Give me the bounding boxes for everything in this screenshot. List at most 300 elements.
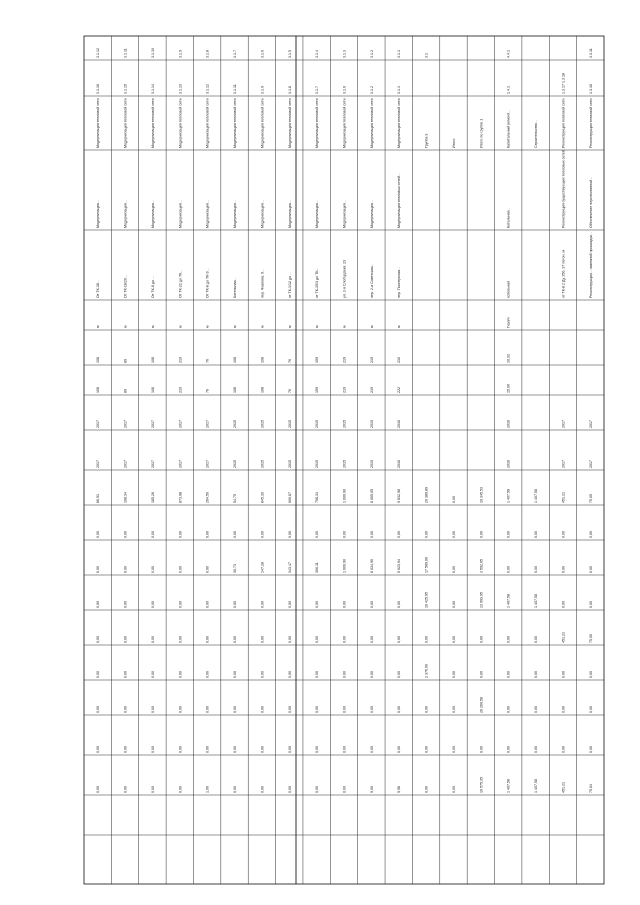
row-value: 0,00	[424, 746, 429, 753]
row-unit: м	[205, 325, 210, 328]
row-diameter: 15,00	[506, 383, 511, 393]
row-value: 0,00	[287, 746, 292, 753]
row-location: Котельная...	[233, 277, 238, 298]
row-value: 0,00	[451, 601, 456, 608]
row-value: 451,21	[561, 492, 566, 503]
row-value: 0,00	[96, 671, 101, 678]
row-value: 0,00	[424, 531, 429, 538]
row-name: Модернизация тепловой сети	[315, 98, 320, 148]
row-value: 0,00	[233, 786, 238, 793]
row-value: 26 260,58	[479, 697, 484, 713]
row-purpose: Модернизация...	[123, 200, 128, 228]
row-length: 76	[287, 359, 292, 363]
row-location: От ТК-8 до ТК-9...	[205, 268, 210, 298]
row-value: 108,34	[123, 492, 128, 503]
row-location: котельная	[506, 281, 511, 298]
row-value: 0,00	[315, 636, 320, 643]
row-diameter: 159	[315, 387, 320, 393]
row-value: 0,00	[150, 671, 155, 678]
row-diameter: 89	[123, 389, 128, 393]
row-value: 0,00	[397, 671, 402, 678]
row-value: 0,00	[205, 671, 210, 678]
row-value: 0,00	[315, 786, 320, 793]
row-value: 0,00	[96, 706, 101, 713]
row-value: 0,00	[178, 601, 183, 608]
row-number: 1.4.1.	[506, 84, 511, 94]
row-location: от ТК-15/3 до ТК...	[315, 267, 320, 298]
row-number: 3.1.1	[397, 86, 402, 94]
row-year-start: 2017	[96, 420, 101, 428]
row-year-start: 2017	[150, 420, 155, 428]
row-value: 0,00	[260, 786, 265, 793]
row-diameter: 219	[178, 387, 183, 393]
row-value: 0,00	[588, 746, 593, 753]
row-value: 0,00	[561, 601, 566, 608]
row-value: 0,00	[260, 671, 265, 678]
row-value: 1 407,58	[506, 779, 511, 793]
row-year-end: 2017	[96, 460, 101, 468]
row-year-end: 2017	[588, 460, 593, 468]
row-value: 0,00	[588, 671, 593, 678]
row-number: 3.1.8	[287, 86, 292, 94]
row-value: 75,05	[588, 634, 593, 643]
row-value: 75,05	[588, 494, 593, 503]
row-location: от ТК-8.2 Ду 250, 37 погон. м	[561, 250, 566, 298]
row-value: 2 376,00	[424, 664, 429, 678]
row-length: 210	[397, 357, 402, 363]
row-length: 108	[233, 357, 238, 363]
row-location: От ТК-18/20...	[123, 275, 128, 298]
row-value: 0,00	[369, 636, 374, 643]
row-value: 0,00	[315, 746, 320, 753]
row-length: 108	[260, 357, 265, 363]
row-name: Итого	[451, 138, 456, 148]
row-year-end: 2015	[369, 460, 374, 468]
row-length: 108	[96, 357, 101, 363]
row-value: 0,00	[233, 706, 238, 713]
row-value: 0,00	[369, 601, 374, 608]
row-unit: м	[397, 325, 402, 328]
row-value: 1 407,58	[534, 779, 539, 793]
row-length: 89	[123, 359, 128, 363]
row-value: 0,00	[205, 566, 210, 573]
row-value: 306,11	[315, 562, 320, 573]
row-value: 0,00	[178, 671, 183, 678]
row-value: 0,00	[369, 531, 374, 538]
row-purpose: Модернизация...	[150, 200, 155, 228]
row-purpose: Модернизация...	[205, 200, 210, 228]
row-value: 1 606,90	[342, 559, 347, 573]
row-number: 3.1.16	[96, 84, 101, 94]
row-year-end: 2015	[315, 460, 320, 468]
row-value: 0,00	[260, 601, 265, 608]
row-code: 3.1	[424, 53, 429, 58]
row-value: 0,00	[123, 786, 128, 793]
row-length: 219	[342, 357, 347, 363]
row-value: 0,00	[150, 636, 155, 643]
row-location: Реконструкция... наземной прокладки...	[588, 232, 593, 298]
row-value: 0,00	[561, 706, 566, 713]
row-value: 0,00	[506, 531, 511, 538]
row-year-end: 2017	[205, 460, 210, 468]
row-value: 0,00	[287, 531, 292, 538]
row-value: 0,00	[534, 746, 539, 753]
row-year-start: 2016	[506, 419, 511, 428]
row-number: 3.1.15	[123, 83, 128, 94]
row-value: 0,00	[506, 746, 511, 753]
row-value: 0,00	[123, 636, 128, 643]
row-name: Реконструкция тепловой сети	[588, 98, 593, 148]
row-value: 9,00	[369, 786, 374, 793]
row-value: 8 005,05	[369, 489, 374, 503]
row-name: Реконструкция тепловой сети	[561, 98, 566, 148]
row-unit: м	[178, 325, 183, 328]
row-value: 0,00	[397, 706, 402, 713]
row-value: 0,00	[342, 706, 347, 713]
row-value: 0,00	[96, 566, 101, 573]
row-year-start: 2017	[588, 420, 593, 428]
row-value: 0,00	[451, 746, 456, 753]
row-code: 4.4.1	[506, 49, 511, 58]
row-unit: м	[123, 325, 128, 328]
row-value: 0,00	[424, 706, 429, 713]
row-value: 0,00	[342, 746, 347, 753]
row-value: 0,00	[205, 706, 210, 713]
row-value: 1 606,90	[342, 489, 347, 503]
row-value: 0,00	[506, 706, 511, 713]
row-value: 0,00	[233, 601, 238, 608]
row-value: 0,00	[205, 601, 210, 608]
row-value: 0,00	[588, 531, 593, 538]
row-purpose: Модернизация...	[287, 200, 292, 228]
row-value: 0,00	[315, 706, 320, 713]
row-year-start: 2015	[315, 420, 320, 428]
row-value: 30,73	[233, 564, 238, 573]
row-value: 0,00	[96, 746, 101, 753]
row-value: 0,00	[397, 636, 402, 643]
row-purpose: Модернизация...	[342, 200, 347, 228]
row-unit: м	[287, 325, 292, 328]
row-year-end: 2015	[260, 460, 265, 468]
row-location: пер. Чкалова, 9...	[260, 269, 265, 298]
row-value: 0,00	[397, 746, 402, 753]
row-value: 0,00	[397, 601, 402, 608]
row-value: 0,00	[534, 531, 539, 538]
row-year-end: 2015	[287, 460, 292, 468]
row-value: 10 425,95	[424, 592, 429, 608]
row-value: 0,00	[342, 601, 347, 608]
row-length: 219	[178, 357, 183, 363]
row-year-end: 2017	[123, 460, 128, 468]
row-value: 0,00	[342, 671, 347, 678]
row-value: 19 575,35	[479, 777, 484, 793]
row-value: 0,00	[506, 636, 511, 643]
row-value: 0,00	[178, 786, 183, 793]
row-value: 0,00	[96, 601, 101, 608]
row-value: 0,00	[233, 746, 238, 753]
row-value: 0,00	[287, 601, 292, 608]
row-purpose: Модернизация...	[178, 200, 183, 228]
row-value: 1 407,58	[534, 489, 539, 503]
row-unit: м	[150, 325, 155, 328]
row-value: 0,00	[534, 636, 539, 643]
row-diameter: 219	[369, 387, 374, 393]
row-value: 9 832,98	[397, 489, 402, 503]
row-value: 0,00	[205, 746, 210, 753]
row-diameter: 76	[205, 389, 210, 393]
row-value: 0,00	[588, 601, 593, 608]
row-length: 219	[369, 357, 374, 363]
row-value: 0,00	[260, 636, 265, 643]
row-value: 0,00	[260, 531, 265, 538]
row-code: 3.1.8	[205, 50, 210, 58]
row-value: 0,00	[479, 671, 484, 678]
row-value: 0,00	[123, 706, 128, 713]
row-value: 0,00	[424, 786, 429, 793]
row-value: 0,00	[479, 636, 484, 643]
row-code: 3.1.3	[342, 50, 347, 58]
row-value: 86,91	[96, 494, 101, 503]
row-value: 0,00	[150, 531, 155, 538]
row-value: 0,00	[315, 531, 320, 538]
row-value: 0,00	[178, 531, 183, 538]
row-value: 0,00	[123, 746, 128, 753]
row-value: 264,50	[205, 492, 210, 503]
row-length: 159	[315, 357, 320, 363]
row-value: 0,00	[369, 706, 374, 713]
row-value: 0,00	[424, 636, 429, 643]
row-value: 0,00	[96, 786, 101, 793]
row-purpose: Реконструкция существующих тепловых сетей...	[561, 147, 566, 228]
row-year-end: 2017	[561, 460, 566, 468]
row-unit: м	[342, 325, 347, 328]
row-purpose: Модернизация...	[260, 200, 265, 228]
row-value: 0,00	[451, 566, 456, 573]
row-value: 20 389,89	[424, 487, 429, 503]
row-value: 0,00	[260, 706, 265, 713]
row-value: 0,00	[397, 531, 402, 538]
row-unit: м	[315, 325, 320, 328]
row-location: От ТК-38...	[96, 280, 101, 298]
row-value: 0,00	[506, 671, 511, 678]
row-value: 13 993,95	[479, 592, 484, 608]
row-year-end: 2017	[150, 460, 155, 468]
row-value: 0,00	[96, 531, 101, 538]
row-value: 1 407,58	[506, 488, 511, 503]
row-value: 343,47	[287, 562, 292, 573]
row-value: 75,64	[588, 784, 593, 793]
row-number: 3.1.14	[150, 84, 155, 94]
row-code: 3.1.1	[397, 50, 402, 58]
row-value: 19 345,53	[479, 487, 484, 503]
row-unit: м	[96, 325, 101, 328]
row-location: пер. Пионерская...	[397, 267, 402, 298]
row-diameter: 219	[342, 387, 347, 393]
row-diameter: 108	[260, 387, 265, 393]
row-value: 0,00	[588, 706, 593, 713]
row-code: 3.1.10	[150, 48, 155, 58]
row-value: 54,75	[233, 494, 238, 503]
row-code: 3.1.11	[123, 48, 128, 58]
row-location: От ТК-8 до ...	[150, 275, 155, 298]
row-length: 108	[150, 357, 155, 363]
row-value: 0,00	[205, 636, 210, 643]
row-value: 0,00	[123, 566, 128, 573]
row-name: Модернизация тепловой сети	[233, 98, 238, 148]
row-value: 185,26	[150, 492, 155, 503]
row-value: 0,00	[205, 531, 210, 538]
row-value: 873,98	[178, 492, 183, 503]
row-value: 0,00	[451, 636, 456, 643]
row-value: 845,30	[260, 492, 265, 503]
row-code: 3.1.5	[287, 50, 292, 58]
row-unit: м	[369, 325, 374, 328]
row-diameter: 222	[397, 387, 402, 393]
row-value: 0,00	[369, 746, 374, 753]
row-value: 0,00	[451, 531, 456, 538]
row-length: 76	[205, 359, 210, 363]
row-name: Модернизация тепловой сети	[369, 98, 374, 148]
row-year-end: 2016	[397, 460, 402, 468]
row-value: 0,00	[123, 531, 128, 538]
row-year-start: 2015	[260, 420, 265, 428]
row-number: 3.1.2	[369, 86, 374, 94]
row-unit: м	[233, 325, 238, 328]
row-value: 0,00	[561, 746, 566, 753]
row-value: 0,00	[561, 531, 566, 538]
row-diameter: 108	[96, 387, 101, 393]
row-value: 0,00	[342, 786, 347, 793]
row-value: 147,28	[260, 562, 265, 573]
row-value: 0,00	[287, 706, 292, 713]
row-unit: Гкал/ч	[506, 317, 511, 328]
row-location: ул. 2-я Слободская, 23	[342, 259, 347, 298]
row-value: 0,00	[150, 706, 155, 713]
row-code: 3.1.9	[178, 50, 183, 58]
row-number: 3.1.6	[342, 86, 347, 94]
row-code: 3.1.7	[233, 50, 238, 58]
row-value: 0,00	[150, 746, 155, 753]
row-value: 0,00	[123, 601, 128, 608]
row-length: 10,32	[506, 353, 511, 363]
row-code: 3.1.12	[96, 48, 101, 58]
row-name: Модернизация тепловой сети	[123, 98, 128, 148]
row-name: Капитальный ремонт...	[506, 110, 511, 148]
row-year-end: 2015	[342, 460, 347, 468]
row-value: 0,00	[561, 671, 566, 678]
row-value: 0,00	[287, 636, 292, 643]
row-value: 0,00	[287, 786, 292, 793]
row-unit: м	[260, 325, 265, 328]
row-value: 0,00	[150, 566, 155, 573]
row-value: 1,00	[205, 786, 210, 793]
row-diameter: 108	[150, 387, 155, 393]
row-value: 0,00	[233, 531, 238, 538]
row-purpose: Котельная...	[506, 207, 511, 228]
row-value: 9,98	[397, 786, 402, 793]
row-name: Модернизация тепловой сети	[342, 98, 347, 148]
row-year-start: 2017	[561, 420, 566, 428]
row-value: 451,21	[561, 782, 566, 793]
row-purpose: Модернизация...	[233, 200, 238, 228]
row-code: 3.1.4	[315, 50, 320, 58]
row-purpose: Модернизация...	[369, 200, 374, 228]
row-value: 0,00	[451, 496, 456, 503]
row-diameter: 108	[233, 387, 238, 393]
row-number: 3.1.7	[315, 86, 320, 94]
row-name: Модернизация тепловой сети	[150, 98, 155, 148]
row-value: 1 407,58	[534, 594, 539, 608]
row-number: 1.3.16	[588, 84, 593, 94]
row-value: 0,00	[588, 566, 593, 573]
row-value: 0,00	[260, 746, 265, 753]
row-value: 0,00	[506, 566, 511, 573]
row-code: 3.3.11	[588, 48, 593, 58]
row-year-start: 2015	[369, 420, 374, 428]
row-value: 0,00	[315, 671, 320, 678]
row-name: Модернизация тепловой сети	[260, 98, 265, 148]
row-value: 0,00	[150, 601, 155, 608]
row-year-start: 2017	[123, 420, 128, 428]
row-code: 3.1.6	[260, 50, 265, 58]
row-value: 0,00	[534, 566, 539, 573]
row-code: 3.1.2	[369, 50, 374, 58]
row-purpose: Обеспечение перспективной...	[588, 176, 593, 228]
row-value: 1 407,58	[506, 594, 511, 608]
row-value: 8 034,90	[369, 559, 374, 573]
row-value: 0,00	[123, 671, 128, 678]
row-value: 0,00	[233, 636, 238, 643]
row-value: 0,00	[451, 671, 456, 678]
row-name: Модернизация тепловой сети	[397, 98, 402, 148]
row-number: 1.3.17 1.3.18	[561, 73, 566, 94]
row-value: 0,00	[178, 636, 183, 643]
row-value: 600,87	[287, 492, 292, 503]
row-number: 3.1.11	[233, 84, 238, 94]
row-value: 0,00	[534, 671, 539, 678]
row-value: 0,00	[479, 531, 484, 538]
row-value: 5 623,94	[397, 559, 402, 573]
row-value: 0,00	[178, 746, 183, 753]
row-value: 0,00	[342, 636, 347, 643]
row-value: 0,00	[451, 706, 456, 713]
row-name: Модернизация тепловой сети	[205, 98, 210, 148]
row-value: 0,00	[342, 531, 347, 538]
row-name: Строительство...	[534, 119, 539, 148]
row-location: пер. 2-я Советская...	[369, 263, 374, 298]
row-diameter: 76	[287, 389, 292, 393]
row-year-end: 2015	[233, 460, 238, 468]
row-location: от ТК-1/12 до ...	[287, 271, 292, 298]
row-value: 0,00	[150, 786, 155, 793]
row-value: 708,31	[315, 492, 320, 503]
row-value: 0,00	[178, 706, 183, 713]
row-value: 0,00	[451, 786, 456, 793]
row-name: Модернизация тепловой сети	[178, 98, 183, 148]
row-value: 451,21	[561, 632, 566, 643]
row-value: 2 592,65	[479, 559, 484, 573]
row-purpose: Модернизация тепловых сетей...	[397, 173, 402, 228]
row-number: 3.1.13	[178, 84, 183, 94]
row-value: 0,00	[178, 566, 183, 573]
row-value: 0,00	[287, 671, 292, 678]
row-location: От ТК-22 до ТК...	[178, 269, 183, 298]
row-value: 17 589,66	[424, 557, 429, 573]
row-name: Модернизация тепловой сети	[287, 98, 292, 148]
row-year-start: 2016	[397, 420, 402, 428]
row-year-start: 2015	[233, 420, 238, 428]
row-value: 0,00	[561, 566, 566, 573]
